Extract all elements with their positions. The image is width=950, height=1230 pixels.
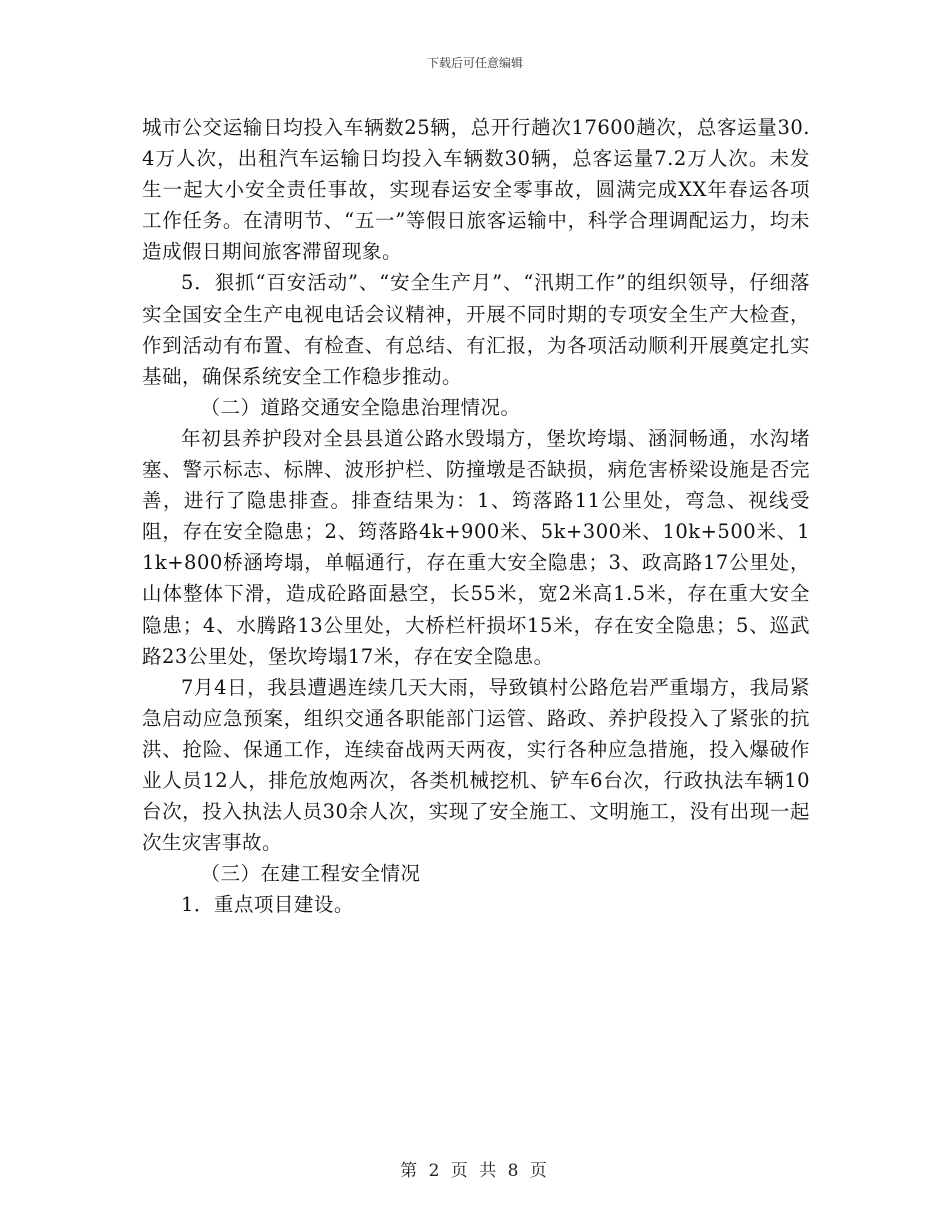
paragraph-key-projects: 1．重点项目建设。 — [181, 893, 354, 917]
document-body — [142, 112, 810, 920]
paragraph-flood-response: 7月4日，我县遭遇连续几天大雨，导致镇村公路危岩严重塌方，我局紧急启动应急预案，组织交通各职能部门运管、路政、养护段投入了紧张的抗洪、抢险、保通工作，连续奋战两天两夜，实行各种应急措施，投入爆破作业人员12人，排危放炮两次，各类机械挖机、铲车6台次，行政执法车辆10台次，投入执法人员30余人次，实现了安全施工、文明施工，没有出现一起次生灾害事故。 — [142, 675, 810, 855]
section-heading-road-hazards: （二）道路交通安全隐患治理情况。 — [200, 395, 521, 419]
paragraph-item-5: 5．狠抓“百安活动”、“安全生产月”、“汛期工作”的组织领导，仔细落实全国安全生产电视电话会议精神，开展不同时期的专项安全生产大检查，作到活动有布置、有检查、有总结、有汇报，为各项活动顺利开展奠定扎实基础，确保系统安全工作稳步推动。 — [142, 271, 810, 388]
section-heading-construction-safety: （三）在建工程安全情况 — [200, 862, 421, 886]
paragraph-transport-stats: 城市公交运输日均投入车辆数25辆，总开行趟次17600趟次，总客运量30.4万人次，出租汽车运输日均投入车辆数30辆，总客运量7.2万人次。未发生一起大小安全责任事故，实现春运安全零事故，圆满完成XX年春运各项工作任务。在清明节、“五一”等假日旅客运输中，科学合理调配运力，均未造成假日期间旅客滞留现象。 — [142, 116, 810, 264]
page-number: 第 2 页 共 8 页 — [400, 1161, 550, 1181]
paragraph-hazard-inspection: 年初县养护段对全县县道公路水毁塌方，堡坎垮塌、涵洞畅通，水沟堵塞、警示标志、标牌、波形护栏、防撞墩是否缺损，病危害桥梁设施是否完善，进行了隐患排查。排查结果为：1、筠落路11公里处，弯急、视线受阻，存在安全隐患；2、筠落路4k+900米、5k+300米、10k+500米、11k+800桥涵垮塌，单幅通行，存在重大安全隐患；3、政高路17公里处，山体整体下滑，造成砼路面悬空，长55米，宽2米高1.5米，存在重大安全隐患；4、水腾路13公里处，大桥栏杆损坏15米，存在安全隐患；5、巡武路23公里处，堡坎垮塌17米，存在安全隐患。 — [142, 426, 810, 668]
page-header: 下载后可任意编辑 — [426, 56, 523, 70]
